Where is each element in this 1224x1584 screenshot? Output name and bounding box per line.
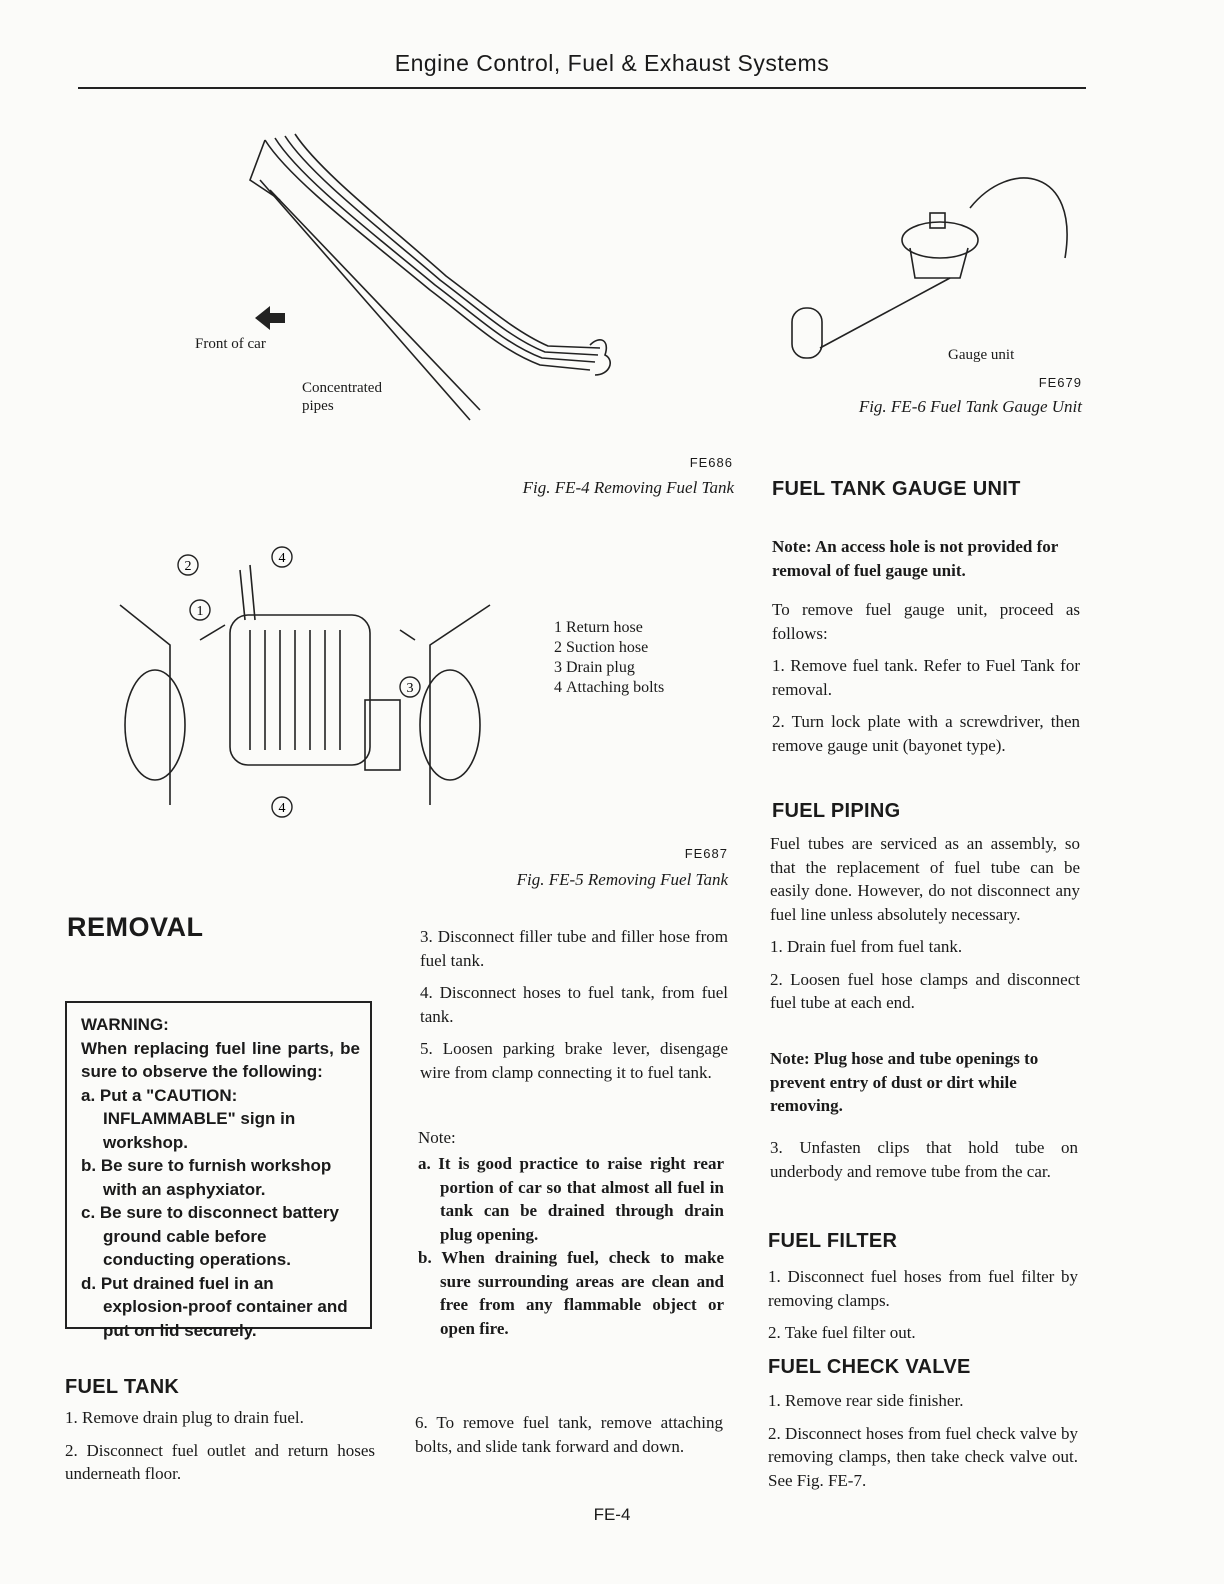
gauge-unit-body bbox=[772, 598, 1080, 766]
warning-item: b. Be sure to furnish workshop with an asphyxiator. bbox=[81, 1156, 332, 1199]
step: 1. Disconnect fuel hoses from fuel filter by removing clamps. bbox=[768, 1267, 1078, 1310]
note-label: Note: bbox=[418, 1128, 456, 1147]
fig6-caption: Fig. FE-6 Fuel Tank Gauge Unit bbox=[858, 397, 1082, 416]
fuel-piping-step3: 3. Unfasten clips that hold tube on underbody and remove tube from the car. bbox=[770, 1138, 1078, 1181]
step: 5. Loosen parking brake lever, disengage wire from clamp connecting it to fuel tank. bbox=[420, 1039, 728, 1082]
fig4-label-pipes-2: pipes bbox=[302, 398, 334, 414]
fig5-code: FE687 bbox=[684, 846, 728, 861]
note-item: a. It is good practice to raise right rear portion of car so that almost all fuel in tank can be drained through drain plug opening. bbox=[418, 1154, 724, 1244]
callout-text-1: 1 bbox=[196, 604, 204, 619]
fig5-callouts bbox=[178, 547, 420, 817]
figure-fe6-drawing bbox=[780, 168, 1090, 368]
legend-row: 3 Drain plug bbox=[554, 659, 635, 676]
fig4-code: FE686 bbox=[689, 455, 733, 470]
fuel-tank-notes bbox=[418, 1152, 724, 1340]
intro: Fuel tubes are serviced as an assembly, so that the replacement of fuel tube can be easily done. However, do not disconnect any fuel line unless absolutely necessary. bbox=[770, 834, 1080, 924]
step: 1. Remove rear side finisher. bbox=[768, 1391, 964, 1410]
heading-fuel-tank: FUEL TANK bbox=[65, 1376, 180, 1398]
note-item: b. When draining fuel, check to make sure surrounding areas are clean and free from any flammable object or open fire. bbox=[418, 1248, 724, 1338]
warning-box bbox=[65, 1001, 372, 1340]
fuel-check-valve-body bbox=[768, 1389, 1078, 1501]
callout-text-4a: 4 bbox=[278, 551, 286, 566]
fig6-label: Gauge unit bbox=[948, 347, 1015, 363]
page-header: Engine Control, Fuel & Exhaust Systems bbox=[394, 50, 830, 76]
fig5-legend bbox=[554, 618, 668, 698]
step: 3. Disconnect filler tube and filler hose from fuel tank. bbox=[420, 927, 728, 970]
step: 2. Disconnect fuel outlet and return hoses underneath floor. bbox=[65, 1440, 375, 1483]
warning-item: d. Put drained fuel in an explosion-proof container and put on lid securely. bbox=[81, 1273, 348, 1340]
fuel-tank-steps-col1 bbox=[65, 1406, 375, 1495]
fuel-tank-step6: 6. To remove fuel tank, remove attaching bolts, and slide tank forward and down. bbox=[415, 1413, 723, 1456]
heading-fuel-check-valve: FUEL CHECK VALVE bbox=[768, 1356, 971, 1378]
warning-item: c. Be sure to disconnect battery ground cable before conducting operations. bbox=[81, 1203, 339, 1269]
figure-fe5-drawing bbox=[110, 545, 500, 820]
heading-fuel-piping: FUEL PIPING bbox=[772, 800, 901, 822]
legend-row: 4 Attaching bolts bbox=[554, 679, 665, 696]
warning-intro: When replacing fuel line parts, be sure to observe the following: bbox=[81, 1038, 360, 1081]
fig4-label-front: Front of car bbox=[195, 336, 266, 352]
fig4-caption: Fig. FE-4 Removing Fuel Tank bbox=[522, 478, 734, 497]
step: 2. Take fuel filter out. bbox=[768, 1323, 916, 1342]
heading-removal: REMOVAL bbox=[67, 912, 204, 942]
step: 1. Remove drain plug to drain fuel. bbox=[65, 1408, 304, 1427]
step: 4. Disconnect hoses to fuel tank, from fuel tank. bbox=[420, 983, 728, 1026]
fig6-code: FE679 bbox=[1038, 375, 1082, 390]
fuel-tank-steps-col2 bbox=[420, 925, 728, 1093]
fuel-piping-note: Note: Plug hose and tube openings to prevent entry of dust or dirt while removing. bbox=[770, 1049, 1039, 1115]
callout-text-2: 2 bbox=[184, 559, 192, 574]
figure-fe4-drawing bbox=[170, 120, 650, 440]
fig5-caption: Fig. FE-5 Removing Fuel Tank bbox=[516, 870, 728, 889]
warning-title: WARNING: bbox=[81, 1015, 169, 1034]
fig4-label-pipes-1: Concentrated bbox=[302, 380, 382, 396]
intro: To remove fuel gauge unit, proceed as follows: bbox=[772, 600, 1080, 643]
gauge-unit-note: Note: An access hole is not provided for removal of fuel gauge unit. bbox=[772, 537, 1059, 580]
arrow-front-icon bbox=[255, 306, 285, 330]
heading-fuel-filter: FUEL FILTER bbox=[768, 1230, 898, 1252]
legend-row: 1 Return hose bbox=[554, 619, 643, 636]
step: 1. Remove fuel tank. Refer to Fuel Tank for removal. bbox=[772, 656, 1080, 699]
fuel-filter-body bbox=[768, 1265, 1078, 1354]
step: 2. Turn lock plate with a screwdriver, then remove gauge unit (bayonet type). bbox=[772, 712, 1080, 755]
page-number: FE-4 bbox=[593, 1505, 631, 1524]
heading-gauge-unit: FUEL TANK GAUGE UNIT bbox=[772, 478, 1021, 500]
callout-text-3: 3 bbox=[406, 681, 414, 696]
header-rule bbox=[78, 87, 1086, 89]
step: 2. Disconnect hoses from fuel check valve by removing clamps, then take check valve out. See Fig. FE-7. bbox=[768, 1423, 1078, 1490]
legend-row: 2 Suction hose bbox=[554, 639, 649, 656]
step: 1. Drain fuel from fuel tank. bbox=[770, 937, 963, 956]
fuel-piping-body bbox=[770, 832, 1080, 1024]
callout-text-4b: 4 bbox=[278, 801, 286, 816]
warning-item: a. Put a "CAUTION: INFLAMMABLE" sign in workshop. bbox=[81, 1085, 296, 1152]
step: 2. Loosen fuel hose clamps and disconnect fuel tube at each end. bbox=[770, 969, 1080, 1012]
